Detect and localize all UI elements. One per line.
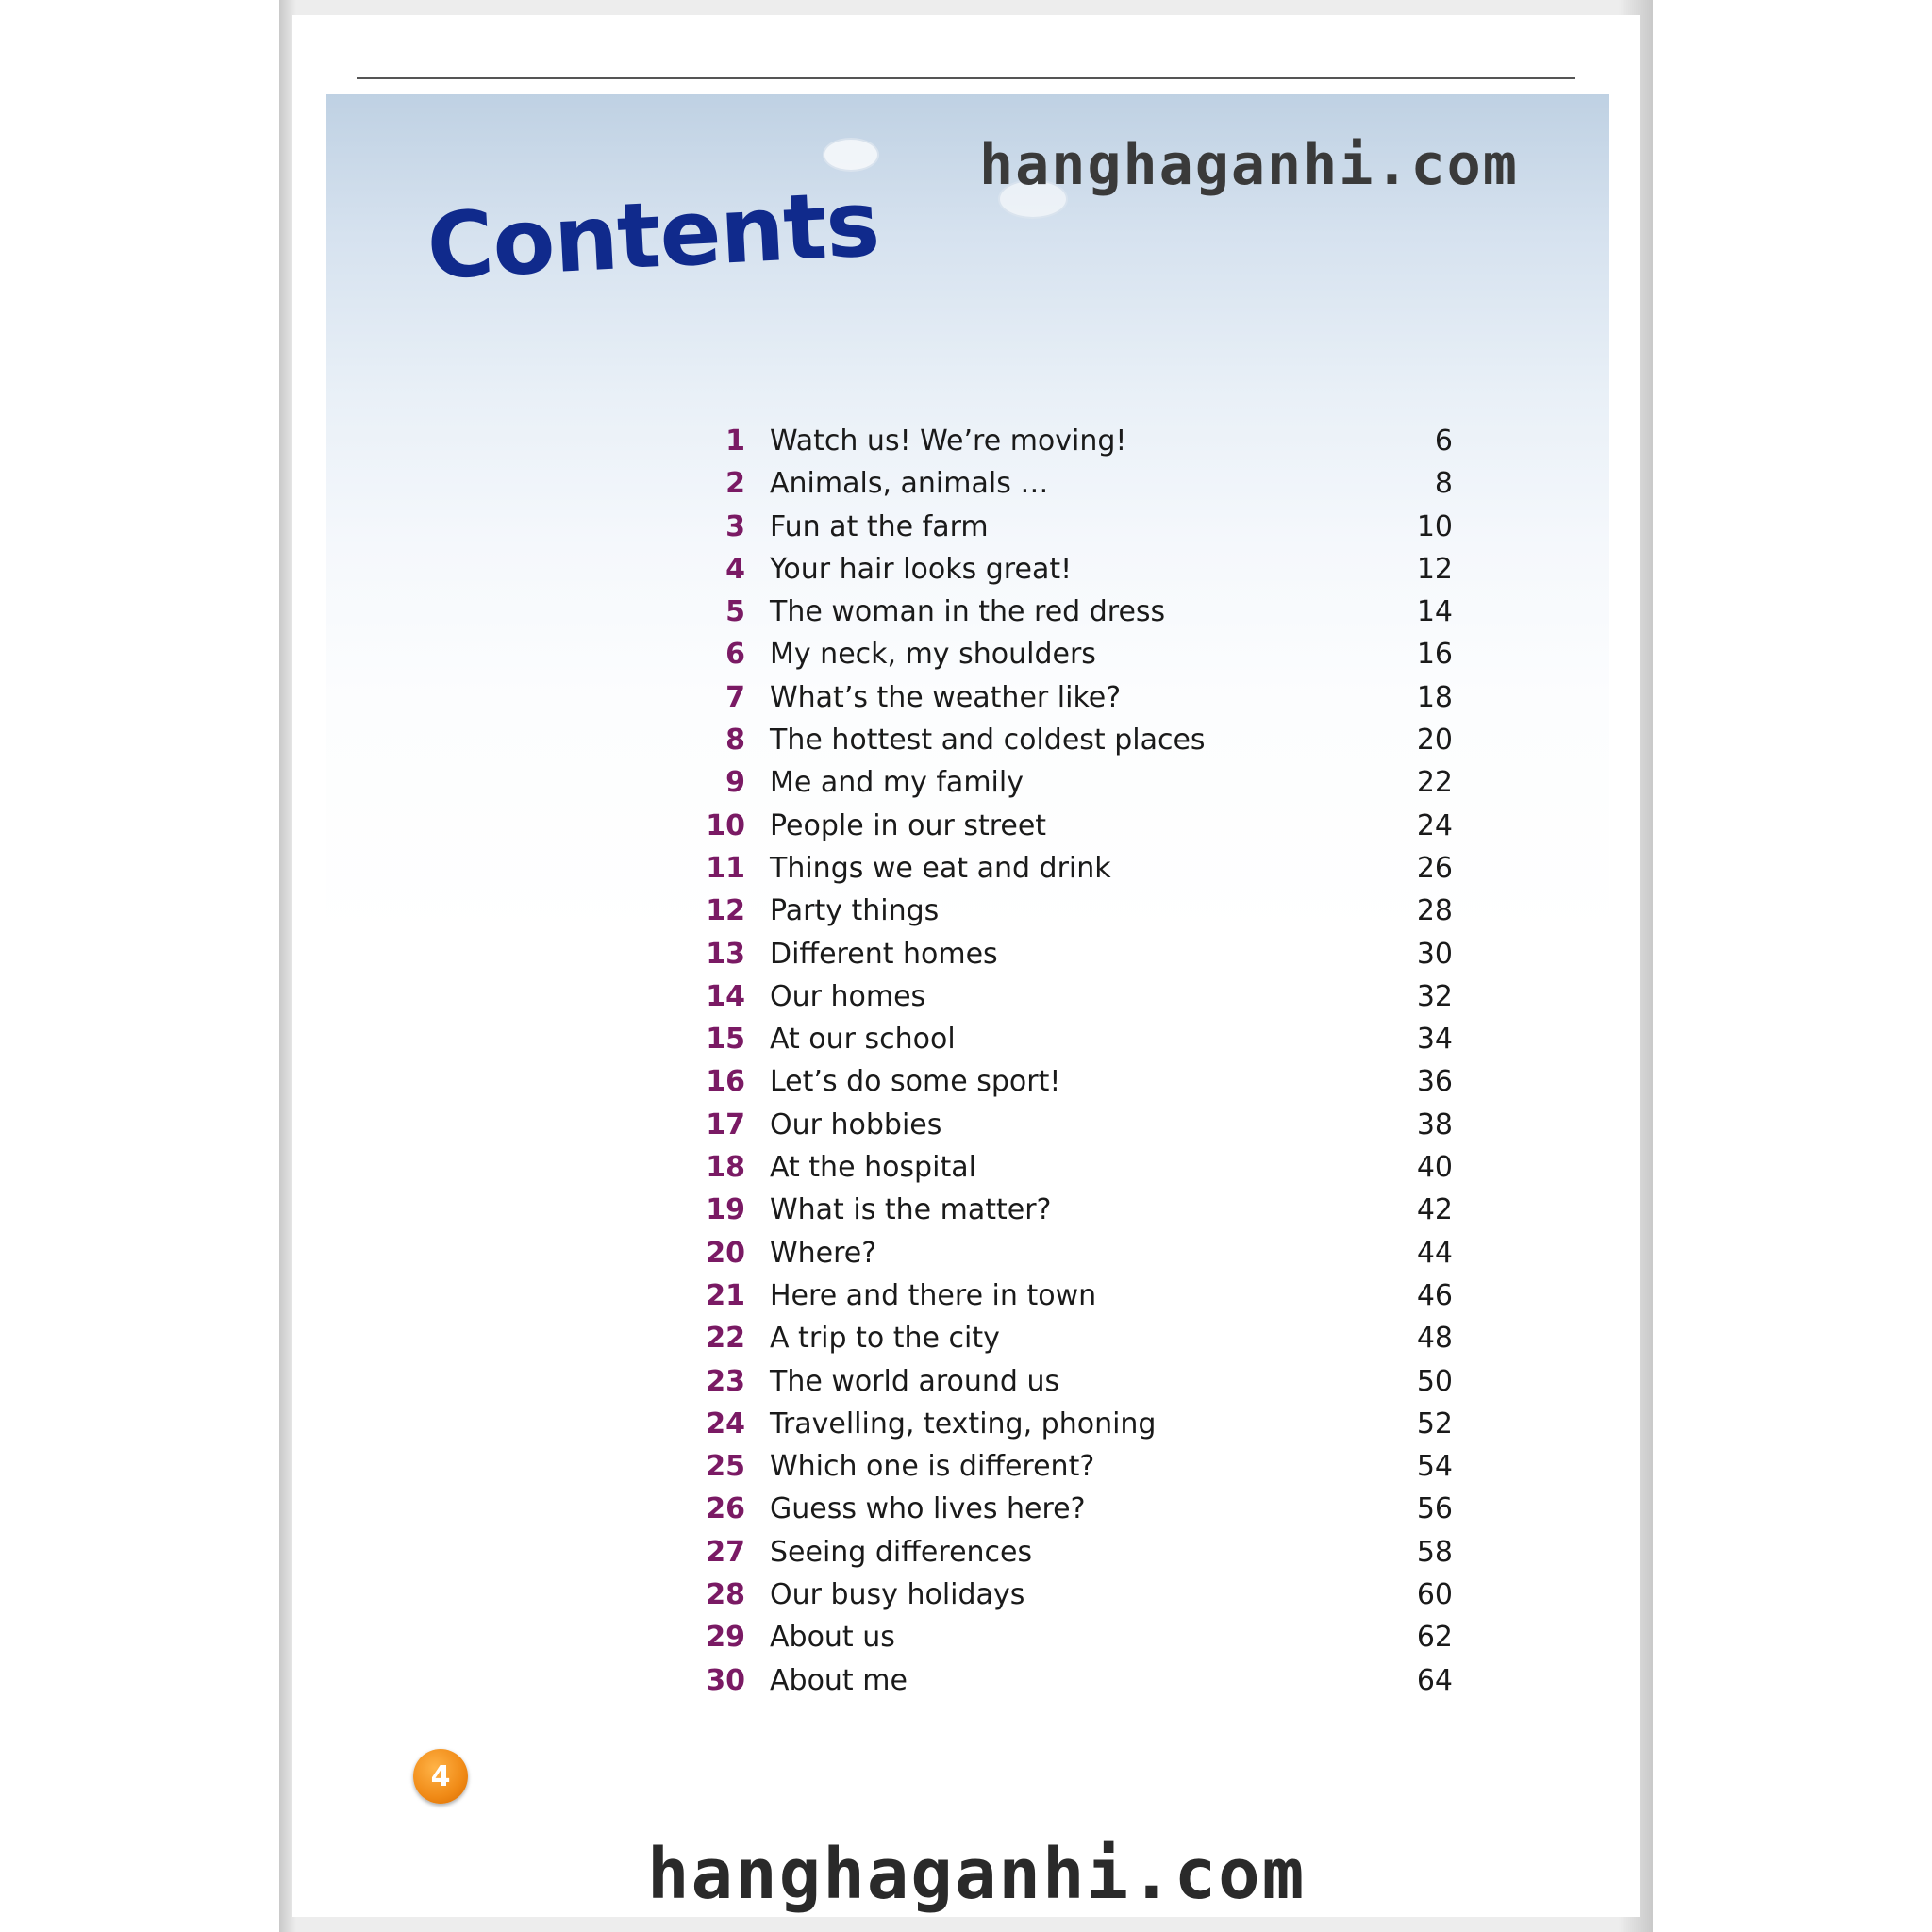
unit-title: Our homes — [770, 979, 926, 1013]
unit-title: At the hospital — [770, 1151, 976, 1185]
unit-page-number: 44 — [1416, 1236, 1453, 1270]
unit-page-number: 6 — [1434, 425, 1453, 458]
toc-entry — [698, 938, 1453, 980]
unit-title: People in our street — [770, 808, 1047, 842]
unit-title: Fun at the farm — [770, 509, 989, 543]
unit-title: The hottest and coldest places — [770, 724, 1206, 758]
toc-entry — [698, 1193, 1453, 1236]
unit-title: Here and there in town — [770, 1278, 1097, 1312]
unit-number: 4 — [725, 552, 745, 586]
unit-number: 12 — [706, 894, 745, 928]
unit-number: 28 — [706, 1578, 745, 1612]
unit-page-number: 42 — [1416, 1193, 1453, 1227]
top-rule — [357, 77, 1575, 79]
unit-title: Seeing differences — [770, 1535, 1033, 1569]
toc-entry — [698, 510, 1453, 553]
unit-number: 16 — [706, 1065, 745, 1099]
unit-title: What’s the weather like? — [770, 680, 1122, 714]
unit-number: 6 — [725, 638, 745, 672]
unit-title: Travelling, texting, phoning — [770, 1407, 1157, 1441]
toc-entry — [698, 1237, 1453, 1279]
toc-entry — [698, 1578, 1453, 1621]
toc-entry — [698, 1664, 1453, 1707]
unit-number: 11 — [706, 851, 745, 885]
watermark-bottom: hanghaganhi.com — [647, 1834, 1307, 1915]
unit-title: The world around us — [770, 1364, 1060, 1398]
toc-entry — [698, 467, 1453, 509]
unit-page-number: 36 — [1416, 1065, 1453, 1099]
unit-page-number: 38 — [1416, 1108, 1453, 1141]
unit-number: 20 — [706, 1236, 745, 1270]
toc-entry — [698, 852, 1453, 894]
contents-title: Contents — [425, 170, 882, 300]
toc-entry — [698, 980, 1453, 1023]
toc-entry — [698, 1151, 1453, 1193]
unit-title: Animals, animals … — [770, 467, 1049, 501]
unit-title: Our busy holidays — [770, 1578, 1025, 1612]
unit-number: 2 — [725, 467, 745, 501]
unit-page-number: 16 — [1416, 638, 1453, 672]
unit-title: About me — [770, 1663, 908, 1697]
unit-page-number: 34 — [1416, 1023, 1453, 1057]
unit-number: 7 — [725, 680, 745, 714]
unit-number: 3 — [725, 509, 745, 543]
unit-page-number: 18 — [1416, 680, 1453, 714]
unit-page-number: 14 — [1416, 595, 1453, 629]
unit-page-number: 48 — [1416, 1322, 1453, 1356]
toc-entry — [698, 724, 1453, 766]
unit-page-number: 8 — [1434, 467, 1453, 501]
unit-page-number: 62 — [1416, 1621, 1453, 1655]
unit-page-number: 52 — [1416, 1407, 1453, 1441]
watermark-top: hanghaganhi.com — [979, 132, 1519, 198]
toc-entry — [698, 1108, 1453, 1151]
unit-page-number: 26 — [1416, 851, 1453, 885]
unit-number: 19 — [706, 1193, 745, 1227]
unit-title: Where? — [770, 1236, 877, 1270]
unit-page-number: 46 — [1416, 1278, 1453, 1312]
unit-number: 13 — [706, 937, 745, 971]
unit-page-number: 24 — [1416, 808, 1453, 842]
unit-page-number: 10 — [1416, 509, 1453, 543]
unit-number: 26 — [706, 1492, 745, 1526]
unit-number: 14 — [706, 979, 745, 1013]
page-number-badge: 4 — [413, 1749, 468, 1804]
toc-entry — [698, 1365, 1453, 1407]
toc-entry — [698, 1322, 1453, 1364]
unit-page-number: 64 — [1416, 1663, 1453, 1697]
unit-title: About us — [770, 1621, 895, 1655]
unit-page-number: 50 — [1416, 1364, 1453, 1398]
toc-entry — [698, 894, 1453, 937]
unit-page-number: 12 — [1416, 552, 1453, 586]
unit-title: Let’s do some sport! — [770, 1065, 1061, 1099]
unit-title: Watch us! We’re moving! — [770, 425, 1127, 458]
cloud-icon — [823, 138, 879, 172]
unit-page-number: 60 — [1416, 1578, 1453, 1612]
unit-number: 24 — [706, 1407, 745, 1441]
toc-entry — [698, 553, 1453, 595]
toc-entry — [698, 1279, 1453, 1322]
toc-entry — [698, 1023, 1453, 1065]
unit-number: 1 — [725, 425, 745, 458]
unit-page-number: 30 — [1416, 937, 1453, 971]
unit-title: A trip to the city — [770, 1322, 1000, 1356]
unit-page-number: 40 — [1416, 1151, 1453, 1185]
toc-entry — [698, 595, 1453, 638]
unit-title: Guess who lives here? — [770, 1492, 1086, 1526]
unit-page-number: 32 — [1416, 979, 1453, 1013]
unit-number: 22 — [706, 1322, 745, 1356]
toc-entry — [698, 425, 1453, 467]
unit-number: 25 — [706, 1450, 745, 1484]
unit-title: Different homes — [770, 937, 998, 971]
unit-title: Your hair looks great! — [770, 552, 1073, 586]
unit-title: What is the matter? — [770, 1193, 1052, 1227]
toc-entry — [698, 1450, 1453, 1492]
unit-number: 10 — [706, 808, 745, 842]
unit-number: 9 — [725, 766, 745, 800]
toc-entry — [698, 1065, 1453, 1108]
table-of-contents — [698, 425, 1453, 1707]
unit-title: Party things — [770, 894, 940, 928]
unit-page-number: 22 — [1416, 766, 1453, 800]
toc-entry — [698, 1492, 1453, 1535]
unit-number: 21 — [706, 1278, 745, 1312]
unit-number: 15 — [706, 1023, 745, 1057]
unit-title: Which one is different? — [770, 1450, 1095, 1484]
toc-entry — [698, 1407, 1453, 1450]
unit-page-number: 28 — [1416, 894, 1453, 928]
unit-page-number: 56 — [1416, 1492, 1453, 1526]
unit-title: The woman in the red dress — [770, 595, 1166, 629]
unit-title: Me and my family — [770, 766, 1024, 800]
toc-entry — [698, 681, 1453, 724]
unit-number: 5 — [725, 595, 745, 629]
toc-entry — [698, 1536, 1453, 1578]
unit-page-number: 58 — [1416, 1535, 1453, 1569]
unit-page-number: 20 — [1416, 724, 1453, 758]
unit-title: At our school — [770, 1023, 956, 1057]
unit-number: 29 — [706, 1621, 745, 1655]
toc-entry — [698, 638, 1453, 680]
toc-entry — [698, 809, 1453, 852]
toc-entry — [698, 1621, 1453, 1663]
unit-number: 30 — [706, 1663, 745, 1697]
unit-title: Our hobbies — [770, 1108, 942, 1141]
unit-number: 27 — [706, 1535, 745, 1569]
unit-number: 8 — [725, 724, 745, 758]
toc-entry — [698, 766, 1453, 808]
unit-number: 18 — [706, 1151, 745, 1185]
unit-page-number: 54 — [1416, 1450, 1453, 1484]
unit-number: 17 — [706, 1108, 745, 1141]
unit-number: 23 — [706, 1364, 745, 1398]
unit-title: Things we eat and drink — [770, 851, 1111, 885]
unit-title: My neck, my shoulders — [770, 638, 1096, 672]
